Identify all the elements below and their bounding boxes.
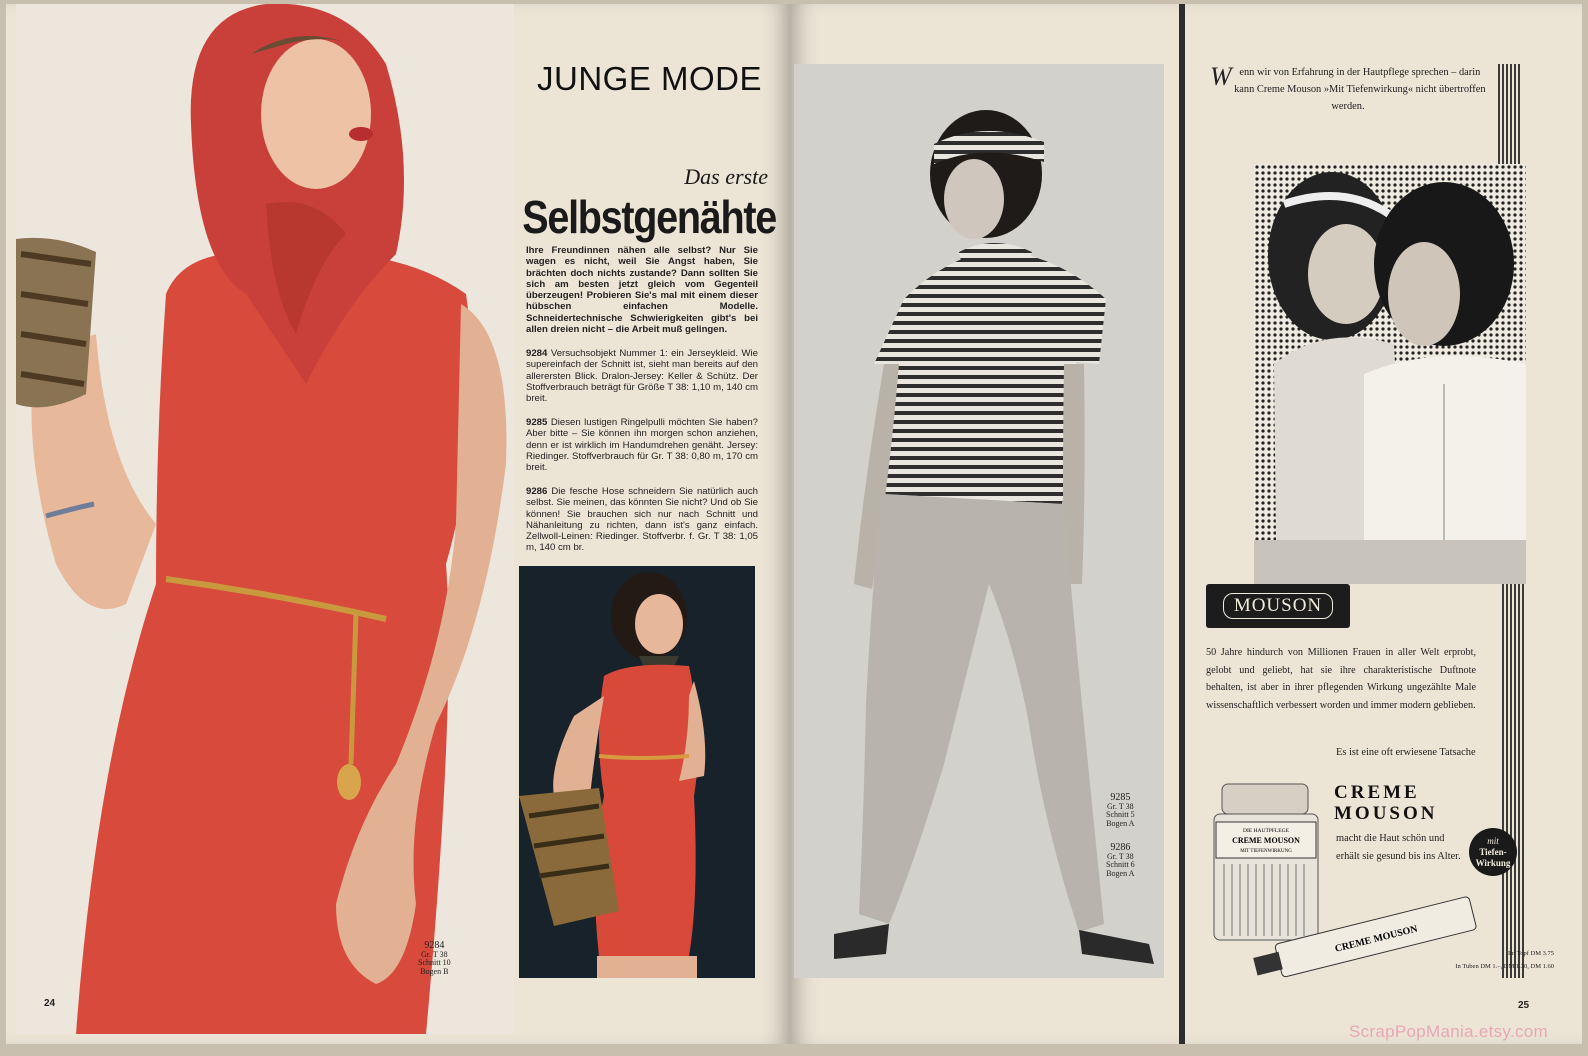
item-number: 9284 (526, 348, 548, 359)
ad-fact-text: Es ist eine oft erwiesene Tatsache (1336, 747, 1476, 758)
watermark: ScrapPopMania.etsy.com (1348, 1022, 1548, 1041)
ref-number: 9286 (1110, 842, 1131, 853)
brand-line: MOUSON (1334, 803, 1438, 824)
left-page (6, 4, 790, 1044)
jar-label-top: DIE HAUTPFLEGE (1243, 828, 1289, 834)
brand-line: CREME (1334, 782, 1420, 803)
item-text: Versuchsobjekt Nummer 1: ein Jerseykleid. Wie supereinfach der Schnitt ist, sieht man bereits auf den allerersten Blick. Dralon-Jersey: Keller & Schütz. Der Stoffverbrauch beträgt für Größe T 38: 1,10 m, 140 cm breit. (526, 348, 758, 405)
price-tube: In Tuben DM 1.–, DM 1.30, DM 1.60 (1455, 962, 1554, 970)
pattern-ref-9286 (1106, 844, 1135, 878)
ref-sheet: Bogen B (420, 966, 449, 976)
subhead-main: Selbstgenähte (522, 191, 776, 243)
item-paragraph (526, 417, 758, 473)
price-list (1344, 948, 1554, 973)
price-jar: Im Topf DM 3.75 (1507, 950, 1554, 957)
red-dress-photo (16, 4, 514, 1034)
subhead (404, 164, 776, 244)
ref-number: 9285 (1110, 792, 1131, 803)
item-number: 9285 (526, 417, 548, 428)
ref-sheet: Bogen A (1106, 818, 1135, 828)
headline: JUNGE MODE (536, 60, 762, 97)
mouson-logo-text: MOUSON (1223, 593, 1333, 619)
ref-cut: Schnitt 6 (1106, 860, 1135, 869)
ref-size: Gr. T 38 (1107, 801, 1134, 811)
page-divider (1179, 4, 1185, 1044)
ref-size: Gr. T 38 (1107, 851, 1134, 861)
ad-body-text: 50 Jahre hindurch von Millionen Frauen in aller Welt erprobt, gelobt und geliebt, hat sie ihre charakteristische Duftnote behalten, ist aber in ihrer pflegenden Wirkung ungezählte Male wissenschaftlich verbessert worden und immer modern geblieben. (1206, 647, 1476, 711)
decorative-stripe-bar (1502, 584, 1526, 978)
badge-line: Wirkung (1475, 857, 1511, 868)
page-number-right: 25 (1518, 1000, 1530, 1011)
ref-size: Gr. T 38 (421, 949, 448, 959)
item-text: Die fesche Hose schneidern Sie natürlich auch selbst. Sie meinen, das könnten Sie nicht? Und ob Sie können! Sie brauchen sich nur nach Schnitt und Nähanleitung zu richten, dann ist's ganz einfach. Zellwoll-Leinen: Riedinger. Stoffverbr. f. Gr. T 38: 1,05 m, 140 cm br. (526, 486, 758, 554)
drop-cap: W (1210, 62, 1232, 91)
small-model-photo (519, 566, 755, 978)
right-page (790, 4, 1582, 1044)
jar-label-main: CREME MOUSON (1232, 836, 1300, 845)
ref-cut: Schnitt 5 (1106, 810, 1135, 819)
mouson-logo (1206, 584, 1350, 628)
item-paragraph (526, 486, 758, 554)
ad-two-women-photo (1254, 164, 1526, 584)
striped-top-photo (794, 64, 1164, 978)
subhead-pre: Das erste (684, 164, 768, 189)
page-number-left: 24 (44, 998, 56, 1009)
badge-line: mit (1487, 835, 1499, 846)
item-number: 9286 (526, 486, 548, 497)
jar-label-sub: MIT TIEFENWIRKUNG (1240, 849, 1292, 854)
decorative-stripe-bar (1498, 64, 1522, 168)
intro-paragraph: Ihre Freundinnen nähen alle selbst? Nur Sie wagen es nicht, weil Sie Angst haben, Sie brächten doch nichts zustande? Dann sollten Sie sich am besten jetzt gleich vom Gegenteil überzeugen! Probieren Sie's mal mit einem dieser hübschen einfachen Modelle. Schneidertechnische Schwierigkeiten gibt's bei allen dreien nicht – die Arbeit muß gelingen. (526, 245, 758, 336)
ref-cut: Schnitt 10 (418, 958, 451, 967)
item-paragraph (526, 348, 758, 404)
ad-claim-text: macht die Haut schön und erhält sie gesund bis ins Alter. (1336, 833, 1461, 862)
ref-sheet: Bogen A (1106, 868, 1135, 878)
tube-label: CREME MOUSON (1333, 923, 1419, 955)
ad-lead-text (1210, 64, 1486, 115)
item-text: Diesen lustigen Ringelpulli möchten Sie haben? Aber bitte – Sie können ihn morgen schon anziehen, denn er ist wirklich im Handumdrehen genäht. Jersey: Riedinger. Stoffverbrauch für Gr. T 38: 0,80 m, 170 cm breit. (526, 417, 758, 474)
mouson-advertisement (1194, 4, 1582, 1044)
pattern-ref-9285 (1106, 794, 1135, 828)
ref-number: 9284 (424, 940, 445, 951)
badge-line: Tiefen- (1479, 846, 1507, 857)
ad-lead-body: enn wir von Erfahrung in der Hautpflege sprechen – darin kann Creme Mouson »Mit Tiefenwirkung« nicht übertroffen werden. (1234, 67, 1486, 112)
pattern-ref-9284 (418, 942, 451, 976)
